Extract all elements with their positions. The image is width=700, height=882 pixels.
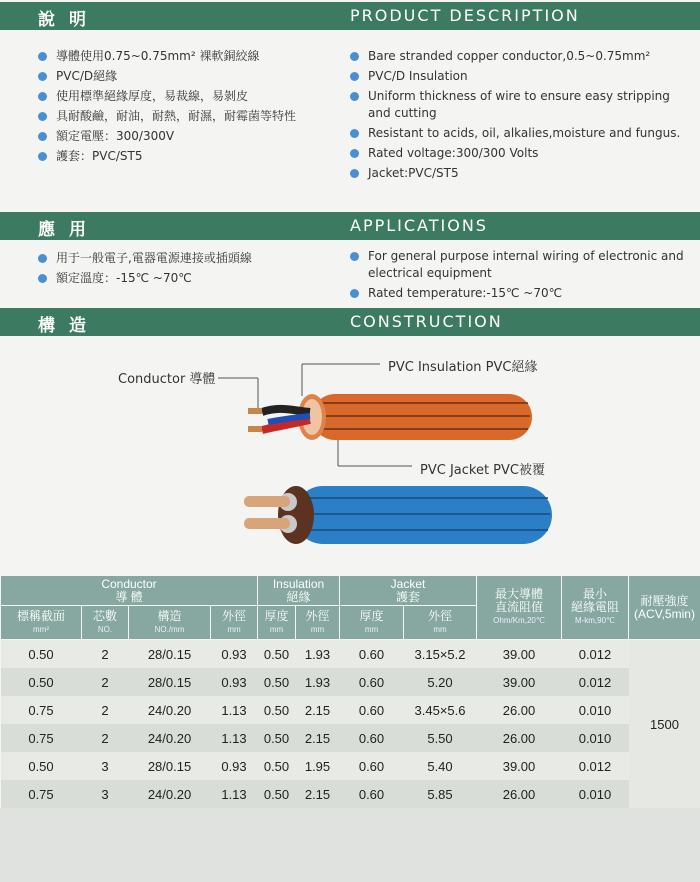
- insulation-label: PVC Insulation PVC絕緣: [388, 360, 538, 375]
- bullet-icon: [38, 72, 47, 81]
- bullet-text: 額定電壓：300/300V: [56, 129, 175, 143]
- col-section-text: 標稱截面: [16, 608, 65, 623]
- table-cell: 28/0.15: [129, 640, 211, 669]
- table-row: [1, 668, 700, 696]
- table-cell: 0.50: [1, 752, 82, 780]
- header-jacket: [340, 576, 477, 606]
- applications-en-title: APPLICATIONS: [350, 216, 488, 235]
- bullet-item: [350, 145, 685, 162]
- table-cell: 26.00: [477, 696, 562, 724]
- bullet-text: Resistant to acids, oil, alkalies,moisture and fungus.: [368, 126, 681, 140]
- col-structure-unit: NO./mm: [154, 624, 185, 634]
- construction-en-title: CONSTRUCTION: [350, 312, 503, 331]
- bullet-text: 使用標準絕緣厚度，易裁線，易剝皮: [56, 89, 249, 103]
- applications-cn-list: [38, 250, 328, 290]
- description-cn-title: 說明: [38, 10, 100, 30]
- table-cell: 0.010: [562, 724, 629, 752]
- col-jacket-od-unit: mm: [433, 624, 447, 634]
- bullet-text: 具耐酸鹼，耐油，耐熱，耐濕，耐霉菌等特性: [56, 109, 297, 123]
- construction-section-bar: [0, 308, 700, 336]
- col-insulation-thickness: [258, 606, 296, 640]
- bullet-item: [38, 128, 328, 145]
- header-conductor-text: Conductor 導 體: [101, 576, 157, 604]
- col-insulation-od: [296, 606, 340, 640]
- bullet-item: [350, 88, 685, 122]
- bullet-text: Rated voltage:300/300 Volts: [368, 146, 539, 160]
- col-insulation-thickness-unit: mm: [269, 624, 284, 634]
- jacket-label: PVC Jacket PVC被覆: [420, 463, 545, 478]
- table-cell: 39.00: [477, 752, 562, 780]
- table-cell: 0.010: [562, 780, 629, 808]
- header-insulation-resistance-unit: M-km,90℃: [574, 616, 616, 625]
- header-insulation-resistance-text: 最小 絕緣電阻: [570, 587, 619, 614]
- description-section-bar: [0, 2, 700, 30]
- table-cell: 1.13: [211, 696, 258, 724]
- table-cell: 24/0.20: [129, 724, 211, 752]
- description-en-title: PRODUCT DESCRIPTION: [350, 6, 580, 25]
- table-cell: 2.15: [296, 724, 340, 752]
- table-cell: 0.010: [562, 696, 629, 724]
- bullet-icon: [350, 92, 359, 101]
- col-section: [1, 606, 82, 640]
- table-cell: 5.85: [404, 780, 477, 808]
- table-cell: 28/0.15: [129, 752, 211, 780]
- table-cell: 3: [82, 780, 129, 808]
- table-cell: 3: [82, 752, 129, 780]
- col-structure: [129, 606, 211, 640]
- bullet-item: [350, 68, 685, 85]
- table-cell: 3.45×5.6: [404, 696, 477, 724]
- table-row: [1, 696, 700, 724]
- voltage-value: 1500: [629, 640, 700, 809]
- bullet-icon: [38, 52, 47, 61]
- col-cores: [82, 606, 129, 640]
- table-cell: 2.15: [296, 696, 340, 724]
- table-cell: 0.50: [258, 724, 296, 752]
- bullet-text: For general purpose internal wiring of electronic and electrical equipment: [368, 249, 684, 280]
- col-cores-text: 芯數: [92, 608, 117, 623]
- bullet-item: [38, 48, 328, 65]
- table-cell: 0.60: [340, 780, 404, 808]
- description-cn-list: [38, 48, 328, 168]
- table-cell: 5.40: [404, 752, 477, 780]
- bullet-icon: [350, 52, 359, 61]
- table-cell: 5.20: [404, 668, 477, 696]
- table-cell: 0.93: [211, 668, 258, 696]
- col-insulation-od-unit: mm: [310, 624, 325, 634]
- bullet-icon: [38, 92, 47, 101]
- header-insulation-text: Insulation 絕緣: [272, 576, 325, 604]
- table-cell: 2.15: [296, 780, 340, 808]
- table-cell: 0.50: [258, 668, 296, 696]
- bullet-icon: [350, 149, 359, 158]
- bullet-item: [350, 125, 685, 142]
- table-cell: 1.13: [211, 724, 258, 752]
- bullet-icon: [38, 112, 47, 121]
- applications-section-bar: [0, 212, 700, 240]
- col-conductor-od-unit: mm: [227, 624, 241, 634]
- bullet-text: 導體使用0.75~0.75mm² 裸軟銅絞線: [56, 49, 260, 63]
- bullet-icon: [38, 254, 47, 263]
- table-cell: 0.60: [340, 696, 404, 724]
- table-cell: 0.012: [562, 668, 629, 696]
- table-cell: 3.15×5.2: [404, 640, 477, 669]
- cable-illustration: [0, 336, 700, 575]
- table-cell: 0.75: [1, 724, 82, 752]
- table-cell: 2: [82, 724, 129, 752]
- table-cell: 1.93: [296, 668, 340, 696]
- bullet-item: [38, 270, 328, 287]
- table-cell: 2: [82, 668, 129, 696]
- table-cell: 39.00: [477, 640, 562, 669]
- bullet-text: PVC/D Insulation: [368, 69, 468, 83]
- bullet-icon: [350, 289, 359, 298]
- table-cell: 2: [82, 640, 129, 669]
- table-cell: 0.60: [340, 752, 404, 780]
- col-section-unit: mm²: [33, 624, 49, 634]
- table-cell: 0.50: [258, 696, 296, 724]
- table-cell: 26.00: [477, 724, 562, 752]
- table-cell: 1.93: [296, 640, 340, 669]
- header-insulation: [258, 576, 340, 606]
- table-cell: 0.50: [258, 780, 296, 808]
- table-cell: 0.50: [258, 752, 296, 780]
- bullet-text: 護套：PVC/ST5: [56, 149, 143, 163]
- bullet-icon: [350, 129, 359, 138]
- header-insulation-resistance: [562, 576, 629, 640]
- col-cores-unit: NO.: [97, 624, 113, 634]
- col-jacket-od-text: 外徑: [427, 608, 452, 623]
- table-cell: 2: [82, 696, 129, 724]
- table-cell: 24/0.20: [129, 696, 211, 724]
- col-insulation-thickness-text: 厚度: [264, 608, 289, 623]
- col-jacket-thickness-text: 厚度: [359, 608, 384, 623]
- col-structure-text: 構造: [157, 608, 182, 623]
- bullet-text: 用于一般電子,電器電源連接或插頭線: [56, 251, 252, 265]
- table-cell: 0.93: [211, 752, 258, 780]
- header-conductor: [1, 576, 258, 606]
- bullet-text: Bare stranded copper conductor,0.5~0.75mm²: [368, 49, 651, 63]
- table-cell: 0.012: [562, 752, 629, 780]
- bullet-icon: [350, 72, 359, 81]
- header-resistance: [477, 576, 562, 640]
- round-cable-icon: [248, 394, 532, 440]
- col-jacket-thickness: [340, 606, 404, 640]
- header-resistance-text: 最大導體 直流阻值: [494, 587, 543, 614]
- col-conductor-od-text: 外徑: [221, 608, 246, 623]
- bullet-item: [38, 108, 328, 125]
- description-en-list: [350, 48, 685, 185]
- col-insulation-od-text: 外徑: [305, 608, 330, 623]
- bullet-text: PVC/D絕緣: [56, 69, 118, 83]
- table-row: [1, 780, 700, 808]
- bullet-item: [38, 250, 328, 267]
- table-cell: 0.50: [258, 640, 296, 669]
- table-cell: 0.50: [1, 640, 82, 669]
- table-cell: 0.60: [340, 724, 404, 752]
- table-filler: [0, 808, 700, 882]
- col-conductor-od: [211, 606, 258, 640]
- bullet-item: [350, 285, 685, 302]
- table-cell: 0.60: [340, 668, 404, 696]
- table-cell: 0.012: [562, 640, 629, 669]
- table-cell: 0.50: [1, 668, 82, 696]
- col-jacket-od: [404, 606, 477, 640]
- table-cell: 26.00: [477, 780, 562, 808]
- table-cell: 28/0.15: [129, 668, 211, 696]
- table-cell: 24/0.20: [129, 780, 211, 808]
- bullet-item: [38, 148, 328, 165]
- header-voltage-text: 耐壓強度 (ACV,5min): [634, 593, 695, 621]
- bullet-icon: [350, 252, 359, 261]
- bullet-text: Jacket:PVC/ST5: [368, 166, 459, 180]
- header-voltage: [629, 576, 700, 640]
- table-cell: 1.95: [296, 752, 340, 780]
- bullet-icon: [38, 132, 47, 141]
- table-cell: 0.75: [1, 780, 82, 808]
- bullet-item: [350, 248, 685, 282]
- bullet-text: Rated temperature:-15℃ ~70℃: [368, 286, 563, 300]
- applications-cn-title: 應用: [38, 220, 100, 240]
- table-cell: 39.00: [477, 668, 562, 696]
- header-resistance-unit: Ohm/Km,20℃: [493, 616, 545, 625]
- table-cell: 0.75: [1, 696, 82, 724]
- bullet-icon: [38, 152, 47, 161]
- table-cell: 5.50: [404, 724, 477, 752]
- bullet-icon: [350, 169, 359, 178]
- bullet-item: [38, 68, 328, 85]
- flat-cable-icon: [244, 486, 552, 544]
- construction-cn-title: 構造: [38, 316, 100, 336]
- col-jacket-thickness-unit: mm: [364, 624, 379, 634]
- bullet-text: Uniform thickness of wire to ensure easy stripping and cutting: [368, 89, 670, 120]
- bullet-text: 額定溫度：-15℃ ~70℃: [56, 271, 192, 285]
- header-jacket-text: Jacket 護套: [390, 576, 426, 604]
- table-row: [1, 752, 700, 780]
- applications-en-list: [350, 248, 685, 305]
- table-cell: 0.93: [211, 640, 258, 669]
- table-row: [1, 724, 700, 752]
- conductor-label: Conductor 導體: [118, 372, 216, 387]
- bullet-item: [350, 48, 685, 65]
- table-cell: 0.60: [340, 640, 404, 669]
- table-cell: 1.13: [211, 780, 258, 808]
- bullet-icon: [38, 274, 47, 283]
- table-row: [1, 640, 700, 669]
- bullet-item: [350, 165, 685, 182]
- bullet-item: [38, 88, 328, 105]
